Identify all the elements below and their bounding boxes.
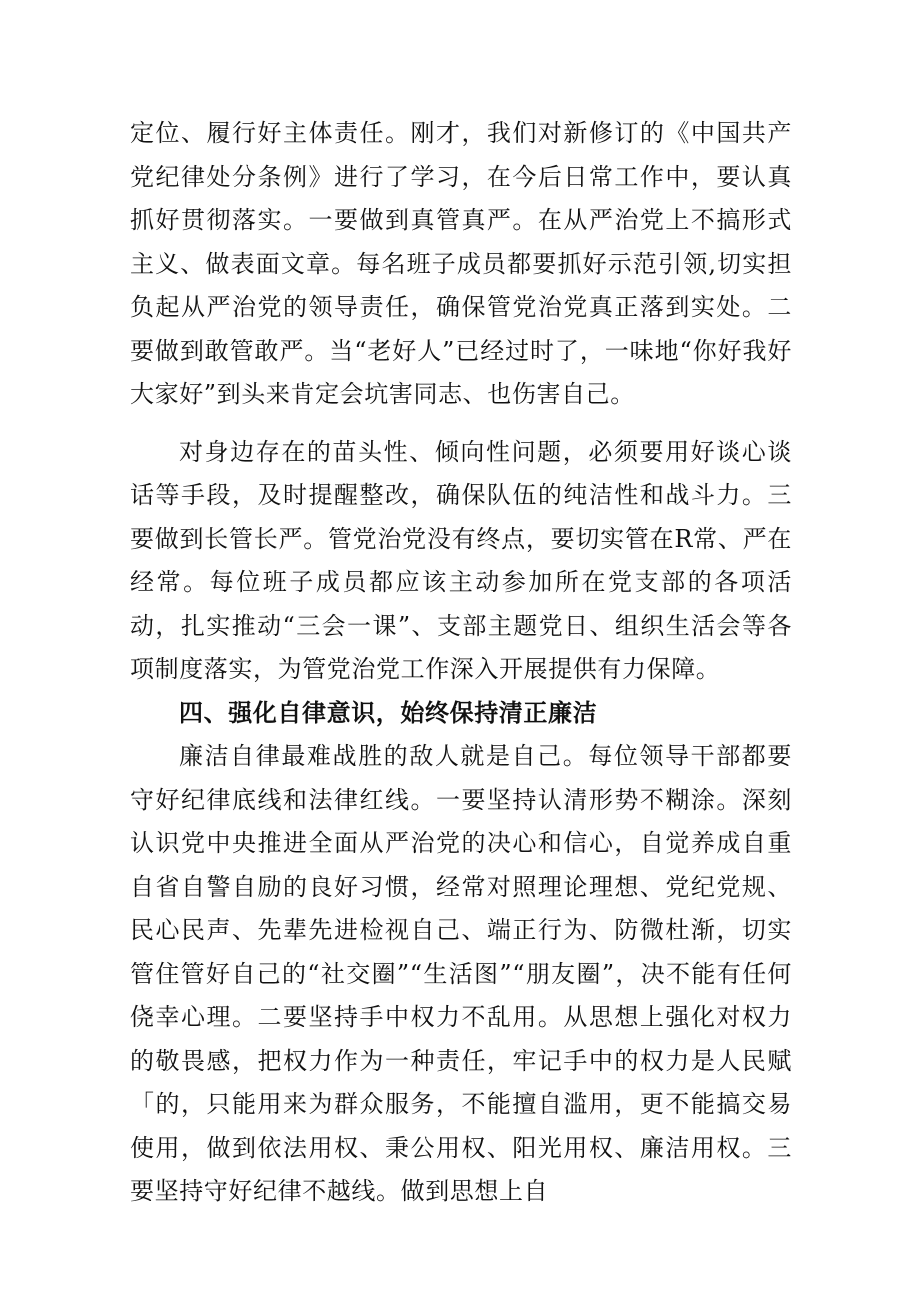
paragraph-gap [130, 417, 792, 431]
paragraph-supervision: 对身边存在的苗头性、倾向性问题，必须要用好谈心谈话等手段，及时提醒整改，确保队伍的纯洁性和战斗力。三要做到长管长严。管党治党没有终点，要切实管在R常、严在经常。每位班子成员都应该主动参加所在党支部的各项活动，扎实推动“三会一课”、支部主题党日、组织生活会等各项制度落实，为管党治党工作深入开展提供有力保障。 [130, 437, 792, 683]
document-body [130, 112, 792, 1214]
paragraph-self-discipline: 廉洁自律最难战胜的敌人就是自己。每位领导干部都要守好纪律底线和法律红线。一要坚持认清形势不糊涂。深刻认识党中央推进全面从严治党的决心和信心，自觉养成自重自省自警自励的良好习惯，经常对照理论理想、党纪党规、民心民声、先辈先进检视自己、端正行为、防微杜渐，切实管住管好自己的“社交圈”“生活图”“朋友圈”，决不能有任何侥幸心理。二要坚持手中权力不乱用。从思想上强化对权力的敬畏感，把权力作为一种责任，牢记手中的权力是人民赋「的，只能用来为群众服务，不能擅自滥用，更不能搞交易使用，做到依法用权、秉公用权、阳光用权、廉洁用权。三要坚持守好纪律不越线。做到思想上自 [130, 742, 792, 1205]
section-heading: 四、强化自律意识，始终保持清正廉洁 [179, 698, 598, 727]
paragraph-continuation: 定位、履行好主体责任。刚才，我们对新修订的《中国共产党纪律处分条例》进行了学习，在今后日常工作中，要认真抓好贯彻落实。一要做到真管真严。在从严治党上不搞形式主义、做表面文章。每名班子成员都要抓好示范引领,切实担负起从严治党的领导责任，确保管党治党真正落到实处。二要做到敢管敢严。当“老好人”已经过时了，一味地“你好我好大家好”到头来肯定会坑害同志、也伤害自己。 [130, 119, 792, 408]
